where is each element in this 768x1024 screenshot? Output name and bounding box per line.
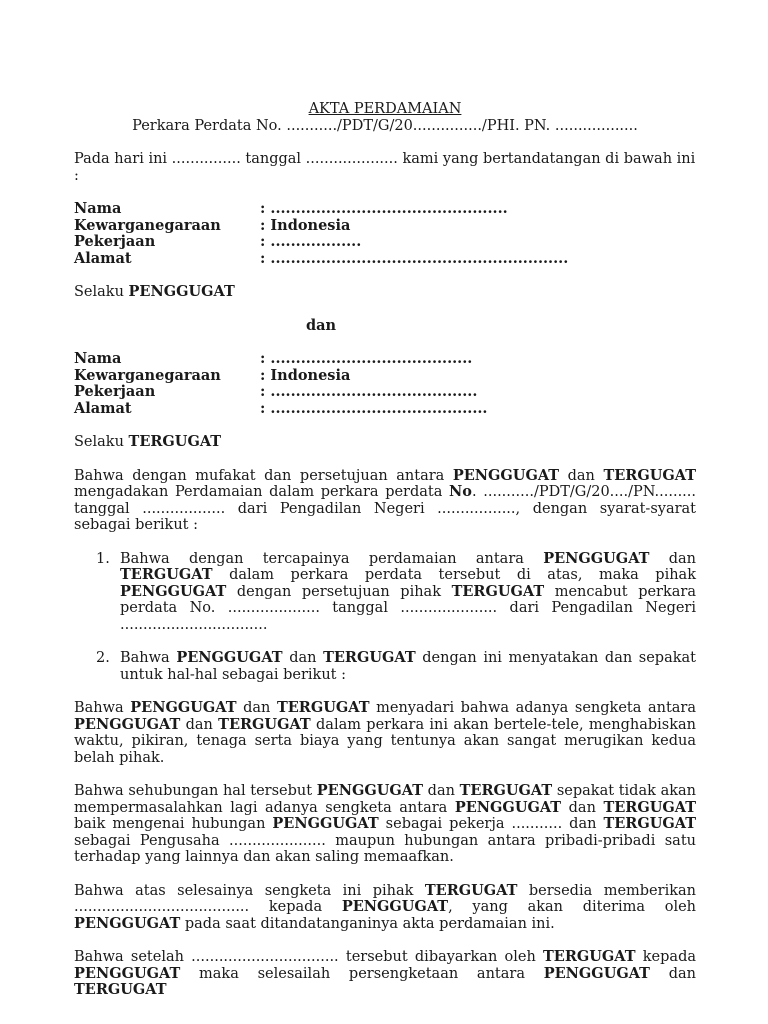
party2-field-pekerjaan bbox=[74, 384, 696, 401]
bold-term: TERGUGAT bbox=[218, 715, 311, 733]
paragraph-agreement-terms bbox=[74, 783, 696, 866]
intro-paragraph: Pada hari ini ............... tanggal .................... kami yang bertandatangan di bawah ini : bbox=[74, 151, 696, 184]
bold-term: PENGGUGAT bbox=[272, 815, 379, 832]
party1-field-alamat bbox=[74, 251, 696, 268]
text-run: dan bbox=[561, 799, 604, 816]
paragraph-dispute bbox=[74, 700, 696, 766]
text-run: Bahwa bbox=[120, 650, 177, 666]
paragraph-settlement bbox=[74, 949, 696, 999]
bold-term: PENGGUGAT bbox=[316, 782, 423, 799]
field-label: Kewarganegaraan bbox=[74, 366, 221, 384]
party1-field-nama bbox=[74, 201, 696, 218]
text-run: dan bbox=[559, 467, 604, 484]
party1-role bbox=[74, 284, 696, 301]
text-run: dengan ini menyatakan dan sepakat untuk hal-hal sebagai berikut : bbox=[120, 650, 696, 683]
text-run: Bahwa atas selesainya sengketa ini pihak bbox=[74, 882, 425, 899]
text-run: dan bbox=[649, 550, 696, 567]
bold-term: TERGUGAT bbox=[459, 782, 553, 799]
party2-role bbox=[74, 434, 696, 451]
list-number: 1. bbox=[96, 550, 110, 567]
field-value: : ........................................... bbox=[260, 399, 488, 417]
party1-field-kewarganegaraan bbox=[74, 218, 696, 235]
text-run: sepakat tidak akan mempermasalahkan lagi adanya sengketa antara bbox=[74, 783, 696, 816]
bold-term: TERGUGAT bbox=[603, 466, 696, 484]
party1-identity bbox=[74, 201, 696, 267]
text-run: maka selesailah persengketaan antara bbox=[180, 965, 544, 982]
field-label: Nama bbox=[74, 350, 122, 367]
list-number: 2. bbox=[96, 650, 110, 666]
text-run: baik mengenai hubungan bbox=[74, 816, 273, 832]
bold-term: TERGUGAT bbox=[603, 815, 697, 832]
field-label: Pekerjaan bbox=[74, 383, 156, 400]
bold-term: PENGGUGAT bbox=[74, 964, 181, 982]
bold-term: TERGUGAT bbox=[276, 699, 370, 716]
field-label: Pekerjaan bbox=[74, 233, 156, 250]
field-value: : ............................................... bbox=[260, 200, 508, 217]
role-name: TERGUGAT bbox=[128, 433, 222, 450]
text-run: kepada bbox=[635, 949, 696, 965]
bold-term: PENGGUGAT bbox=[176, 649, 283, 666]
text-run: Bahwa dengan tercapainya perdamaian antara bbox=[120, 550, 544, 567]
text-run: dan bbox=[423, 783, 460, 799]
field-value: : ......................................... bbox=[260, 383, 478, 400]
text-run: menyadari bahwa adanya sengketa antara bbox=[369, 700, 696, 716]
text-run: Bahwa dengan mufakat dan persetujuan antara bbox=[74, 467, 453, 484]
text-run: sebagai Pengusaha ..................... maupun hubungan antara pribadi-pribadi satu terhadap yang lainnya dan akan saling memaafkan. bbox=[74, 832, 696, 865]
field-value: : ........................................................... bbox=[260, 249, 569, 267]
text-run: dan bbox=[236, 700, 277, 716]
field-label: Alamat bbox=[74, 399, 132, 417]
party2-field-nama bbox=[74, 351, 696, 368]
conjunction-dan: dan bbox=[306, 316, 337, 334]
list-item-1 bbox=[74, 551, 696, 634]
document-page bbox=[74, 101, 696, 999]
text-run: bersedia memberikan ...................................... kepada bbox=[74, 882, 696, 915]
bold-term: TERGUGAT bbox=[603, 798, 696, 816]
paragraph-payment bbox=[74, 883, 696, 933]
bold-term: PENGGUGAT bbox=[130, 699, 237, 716]
bold-term: PENGGUGAT bbox=[74, 715, 181, 733]
text-run: dan bbox=[180, 716, 219, 733]
bold-term: TERGUGAT bbox=[543, 948, 636, 965]
bold-term: TERGUGAT bbox=[451, 582, 545, 600]
list-body bbox=[120, 551, 696, 634]
text-run: dalam perkara perdata tersebut di atas, maka pihak bbox=[212, 567, 696, 583]
role-prefix: Selaku bbox=[74, 434, 129, 450]
text-run: . .........../PDT/G/20..../PN......... tanggal .................. dari Pengadilan Negeri ................., dengan syarat-syarat sebagai berikut : bbox=[74, 484, 697, 533]
party1-field-pekerjaan bbox=[74, 234, 696, 251]
text-run: mengadakan Perdamaian dalam perkara perdata bbox=[74, 484, 450, 500]
text-run: pada saat ditandatanganinya akta perdamaian ini. bbox=[180, 915, 555, 932]
text-run: Bahwa sehubungan hal tersebut bbox=[74, 783, 317, 799]
text-run: dalam perkara ini akan bertele-tele, menghabiskan waktu, pikiran, tenaga serta biaya yang tentunya akan sangat merugikan kedua belah pihak. bbox=[74, 716, 696, 766]
field-value: : Indonesia bbox=[260, 366, 351, 384]
agreement-paragraph bbox=[74, 468, 696, 534]
field-value: : ........................................ bbox=[260, 350, 473, 367]
text-run: mencabut perkara perdata No. .................... tanggal ..................... dari Pengadilan Negeri ................................ bbox=[120, 583, 696, 633]
bold-term: PENGGUGAT bbox=[341, 898, 449, 915]
role-name: PENGGUGAT bbox=[128, 283, 235, 300]
party2-field-kewarganegaraan bbox=[74, 368, 696, 385]
field-value: : .................. bbox=[260, 233, 362, 250]
bold-term: TERGUGAT bbox=[323, 649, 416, 666]
text-run: dan bbox=[282, 650, 324, 666]
bold-term: PENGGUGAT bbox=[120, 582, 227, 600]
text-run: dan bbox=[649, 965, 696, 982]
party2-field-alamat bbox=[74, 401, 696, 418]
text-run: Bahwa setelah ................................ tersebut dibayarkan oleh bbox=[74, 949, 543, 965]
party2-identity bbox=[74, 351, 696, 417]
text-run: sebagai pekerja ........... dan bbox=[378, 816, 604, 832]
bold-term: PENGGUGAT bbox=[543, 549, 650, 567]
text-run: , yang akan diterima oleh bbox=[448, 899, 696, 915]
bold-term: PENGGUGAT bbox=[452, 466, 560, 484]
text-run: dengan persetujuan pihak bbox=[226, 583, 452, 600]
field-label: Alamat bbox=[74, 249, 132, 267]
bold-term: TERGUGAT bbox=[74, 981, 167, 998]
document-title: AKTA PERDAMAIAN bbox=[308, 101, 462, 117]
bold-term: PENGGUGAT bbox=[543, 964, 650, 982]
role-prefix: Selaku bbox=[74, 284, 129, 300]
field-value: : Indonesia bbox=[260, 216, 351, 234]
bold-term: PENGGUGAT bbox=[74, 914, 181, 932]
bold-term: No bbox=[449, 483, 472, 500]
list-body bbox=[120, 650, 696, 683]
text-run: Bahwa bbox=[74, 700, 131, 716]
bold-term: TERGUGAT bbox=[120, 566, 213, 583]
case-number-line: Perkara Perdata No. .........../PDT/G/20.............../PHI. PN. .................. bbox=[132, 117, 638, 134]
bold-term: PENGGUGAT bbox=[454, 798, 562, 816]
field-label: Kewarganegaraan bbox=[74, 216, 221, 234]
list-item-2 bbox=[74, 650, 696, 683]
bold-term: TERGUGAT bbox=[424, 881, 518, 899]
field-label: Nama bbox=[74, 200, 122, 217]
